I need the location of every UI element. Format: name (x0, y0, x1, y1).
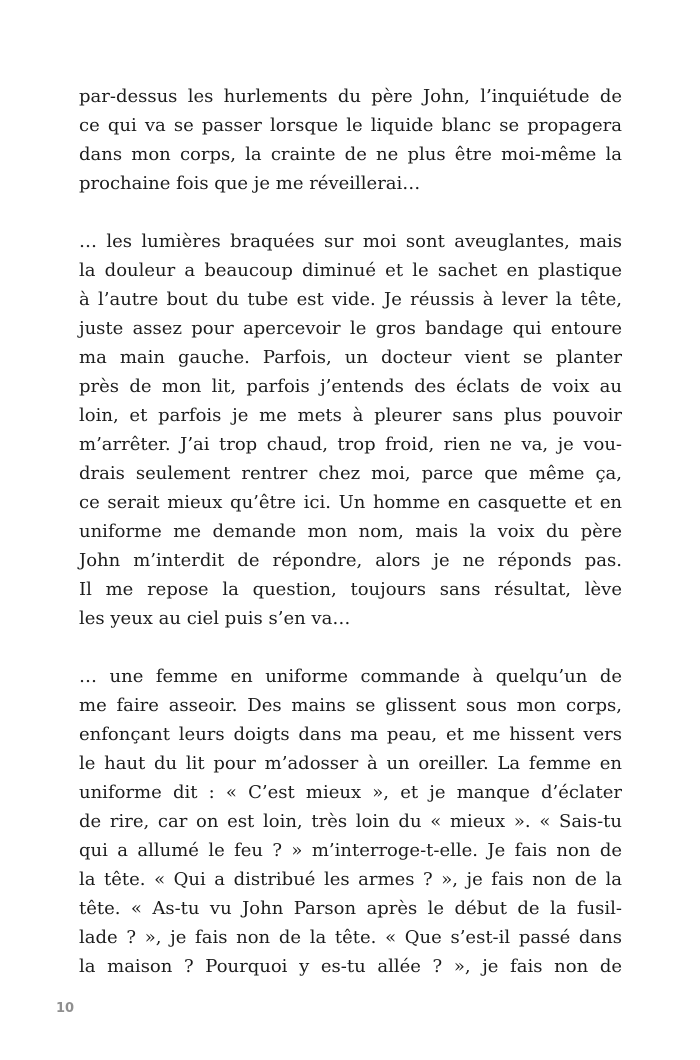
paragraph (79, 227, 622, 633)
text-block (79, 82, 622, 1010)
text-line: loin, et parfois je me mets à pleurer sans plus pouvoir (79, 405, 622, 426)
page-number: 10 (56, 1001, 75, 1016)
text-line: la maison ? Pourquoi y es-tu allée ? », je fais non de (79, 956, 622, 977)
text-line: me faire asseoir. Des mains se glissent sous mon corps, (79, 695, 622, 716)
text-line: uniforme dit : « C’est mieux », et je manque d’éclater (79, 782, 622, 803)
text-line: près de mon lit, parfois j’entends des éclats de voix au (79, 376, 622, 397)
text-line: la douleur a beaucoup diminué et le sachet en plastique (79, 260, 622, 281)
text-line: de rire, car on est loin, très loin du « mieux ». « Sais-tu (79, 811, 622, 832)
text-line: qui a allumé le feu ? » m’interroge-t-elle. Je fais non de (79, 840, 622, 861)
text-line: dans mon corps, la crainte de ne plus être moi-même la (79, 144, 622, 165)
text-line: par-dessus les hurlements du père John, l’inquiétude de (79, 86, 622, 107)
text-line: lade ? », je fais non de la tête. « Que s’est-il passé dans (79, 927, 622, 948)
text-line: prochaine fois que je me réveillerai… (79, 173, 421, 194)
text-line: uniforme me demande mon nom, mais la voix du père (79, 521, 622, 542)
text-line: à l’autre bout du tube est vide. Je réussis à lever la tête, (79, 289, 622, 310)
paragraph (79, 82, 622, 198)
text-line: Il me repose la question, toujours sans résultat, lève (79, 579, 622, 600)
text-line: tête. « As-tu vu John Parson après le début de la fusil- (79, 898, 622, 919)
text-line: John m’interdit de répondre, alors je ne réponds pas. (79, 550, 622, 571)
text-line: ma main gauche. Parfois, un docteur vient se planter (79, 347, 622, 368)
text-line: m’arrêter. J’ai trop chaud, trop froid, rien ne va, je vou- (79, 434, 622, 455)
text-line: enfonçant leurs doigts dans ma peau, et me hissent vers (79, 724, 622, 745)
text-line: … les lumières braquées sur moi sont aveuglantes, mais (79, 231, 622, 252)
text-line: ce qui va se passer lorsque le liquide blanc se propagera (79, 115, 622, 136)
text-line: … une femme en uniforme commande à quelqu’un de (79, 666, 622, 687)
text-line: ce serait mieux qu’être ici. Un homme en casquette et en (79, 492, 622, 513)
text-line: drais seulement rentrer chez moi, parce que même ça, (79, 463, 622, 484)
text-line: juste assez pour apercevoir le gros bandage qui entoure (79, 318, 622, 339)
text-line: le haut du lit pour m’adosser à un oreiller. La femme en (79, 753, 622, 774)
paragraph (79, 662, 622, 981)
text-line: la tête. « Qui a distribué les armes ? », je fais non de la (79, 869, 622, 890)
text-line: les yeux au ciel puis s’en va… (79, 608, 351, 629)
